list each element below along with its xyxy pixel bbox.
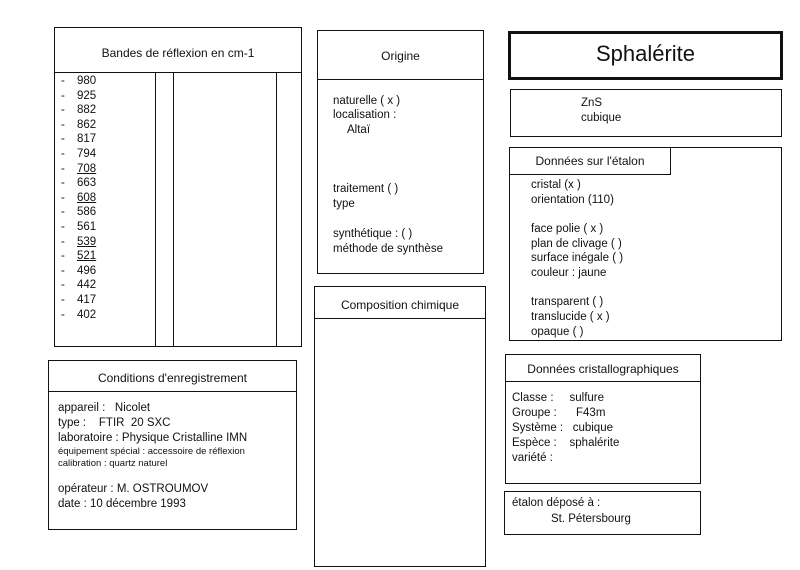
etalon-translucide: translucide ( x ) <box>531 311 610 323</box>
cristallo-groupe-value: F43m <box>576 407 606 419</box>
conditions-appareil: appareil : Nicolet <box>58 402 151 414</box>
band-value: 521 <box>77 250 97 263</box>
etalon-transparent: transparent ( ) <box>531 296 604 308</box>
bands-column-divider <box>173 72 174 346</box>
cristallo-panel <box>505 354 701 484</box>
mineral-formula: ZnS <box>581 97 603 109</box>
band-row <box>61 147 96 162</box>
band-row <box>61 220 96 235</box>
mineral-name-box <box>508 31 783 80</box>
conditions-equipement: équipement spécial : accessoire de réflexion <box>58 446 245 457</box>
band-value: 980 <box>77 75 97 87</box>
cristallo-espece: Espèce : sphalérite <box>512 437 620 449</box>
band-row <box>61 118 96 133</box>
band-row <box>61 191 96 206</box>
bands-column-divider <box>155 72 156 346</box>
band-row <box>61 278 96 293</box>
mineral-name: Sphalérite <box>595 41 696 66</box>
band-value: 708 <box>77 162 97 175</box>
conditions-calibration: calibration : quartz naturel <box>58 458 168 469</box>
band-dash: - <box>61 250 65 263</box>
conditions-operateur: opérateur : M. OSTROUMOV <box>58 483 209 495</box>
origine-type: type <box>333 198 355 210</box>
mineral-system: cubique <box>581 112 622 124</box>
conditions-panel <box>48 360 297 530</box>
etalon-cristal: cristal (x ) <box>531 179 581 191</box>
band-value: 402 <box>77 308 97 321</box>
etalon-couleur: couleur : jaune <box>531 267 607 279</box>
depot-label: étalon déposé à : <box>512 497 601 509</box>
depot-box <box>504 491 701 535</box>
band-value: 417 <box>77 294 97 306</box>
band-dash: - <box>61 177 65 190</box>
band-value: 442 <box>77 279 97 292</box>
band-value: 882 <box>77 104 97 117</box>
band-dash: - <box>61 221 65 233</box>
formula-box <box>510 89 782 137</box>
origine-panel <box>317 30 484 274</box>
band-dash: - <box>61 279 65 292</box>
origine-title: Origine <box>318 31 483 80</box>
band-row <box>61 132 96 147</box>
band-dash: - <box>61 162 65 175</box>
etalon-face-polie: face polie ( x ) <box>531 223 604 235</box>
conditions-laboratoire: laboratoire : Physique Cristalline IMN <box>58 432 248 444</box>
etalon-opaque: opaque ( ) <box>531 326 584 338</box>
conditions-title: Conditions d'enregistrement <box>49 361 296 392</box>
band-row <box>61 176 96 191</box>
bands-column-divider <box>276 72 277 346</box>
composition-panel <box>314 286 486 567</box>
band-dash: - <box>61 264 65 277</box>
band-row <box>61 249 96 264</box>
etalon-orientation: orientation (110) <box>531 194 614 206</box>
composition-title: Composition chimique <box>315 287 485 319</box>
band-row <box>61 89 96 104</box>
band-dash: - <box>61 75 65 87</box>
band-dash: - <box>61 235 65 248</box>
band-value: 862 <box>77 118 97 131</box>
cristallo-title: Données cristallographiques <box>506 355 700 382</box>
band-value: 817 <box>77 133 97 146</box>
band-value: 663 <box>77 177 97 190</box>
band-dash: - <box>61 191 65 204</box>
origine-localisation-label: localisation : <box>333 109 397 121</box>
conditions-date: date : 10 décembre 1993 <box>58 498 186 510</box>
origine-traitement: traitement ( ) <box>333 183 399 195</box>
band-row <box>61 205 96 220</box>
band-value: 561 <box>77 221 97 233</box>
etalon-plan-clivage: plan de clivage ( ) <box>531 238 622 250</box>
band-value: 608 <box>77 191 97 204</box>
origine-naturelle: naturelle ( x ) <box>333 95 401 107</box>
band-dash: - <box>61 89 65 102</box>
band-value: 925 <box>77 89 97 102</box>
band-value: 794 <box>77 148 97 160</box>
band-row <box>61 162 96 177</box>
band-row <box>61 235 96 250</box>
origine-synthetique: synthétique : ( ) <box>333 228 413 240</box>
origine-methode: méthode de synthèse <box>333 243 443 255</box>
bands-panel <box>54 27 302 347</box>
band-dash: - <box>61 308 65 321</box>
band-dash: - <box>61 118 65 131</box>
band-row <box>61 264 96 279</box>
bands-title: Bandes de réflexion en cm-1 <box>55 28 301 73</box>
band-dash: - <box>61 206 65 219</box>
band-dash: - <box>61 148 65 160</box>
band-row <box>61 293 96 308</box>
cristallo-groupe-label: Groupe : <box>512 407 557 419</box>
band-dash: - <box>61 133 65 146</box>
band-value: 496 <box>77 264 97 277</box>
band-value: 586 <box>77 206 97 219</box>
cristallo-variete: variété : <box>512 452 553 464</box>
etalon-surface: surface inégale ( ) <box>531 252 624 264</box>
band-dash: - <box>61 294 65 306</box>
etalon-title: Données sur l'étalon <box>510 148 671 175</box>
conditions-type: type : FTIR 20 SXC <box>58 417 171 429</box>
cristallo-classe: Classe : sulfure <box>512 392 605 404</box>
band-dash: - <box>61 104 65 117</box>
cristallo-systeme: Système : cubique <box>512 422 613 434</box>
band-row <box>61 103 96 118</box>
band-row <box>61 308 96 323</box>
depot-place: St. Pétersbourg <box>551 513 631 525</box>
origine-localisation-value: Altaï <box>347 124 371 136</box>
band-value: 539 <box>77 235 97 248</box>
band-row <box>61 74 96 89</box>
etalon-panel <box>509 147 782 341</box>
